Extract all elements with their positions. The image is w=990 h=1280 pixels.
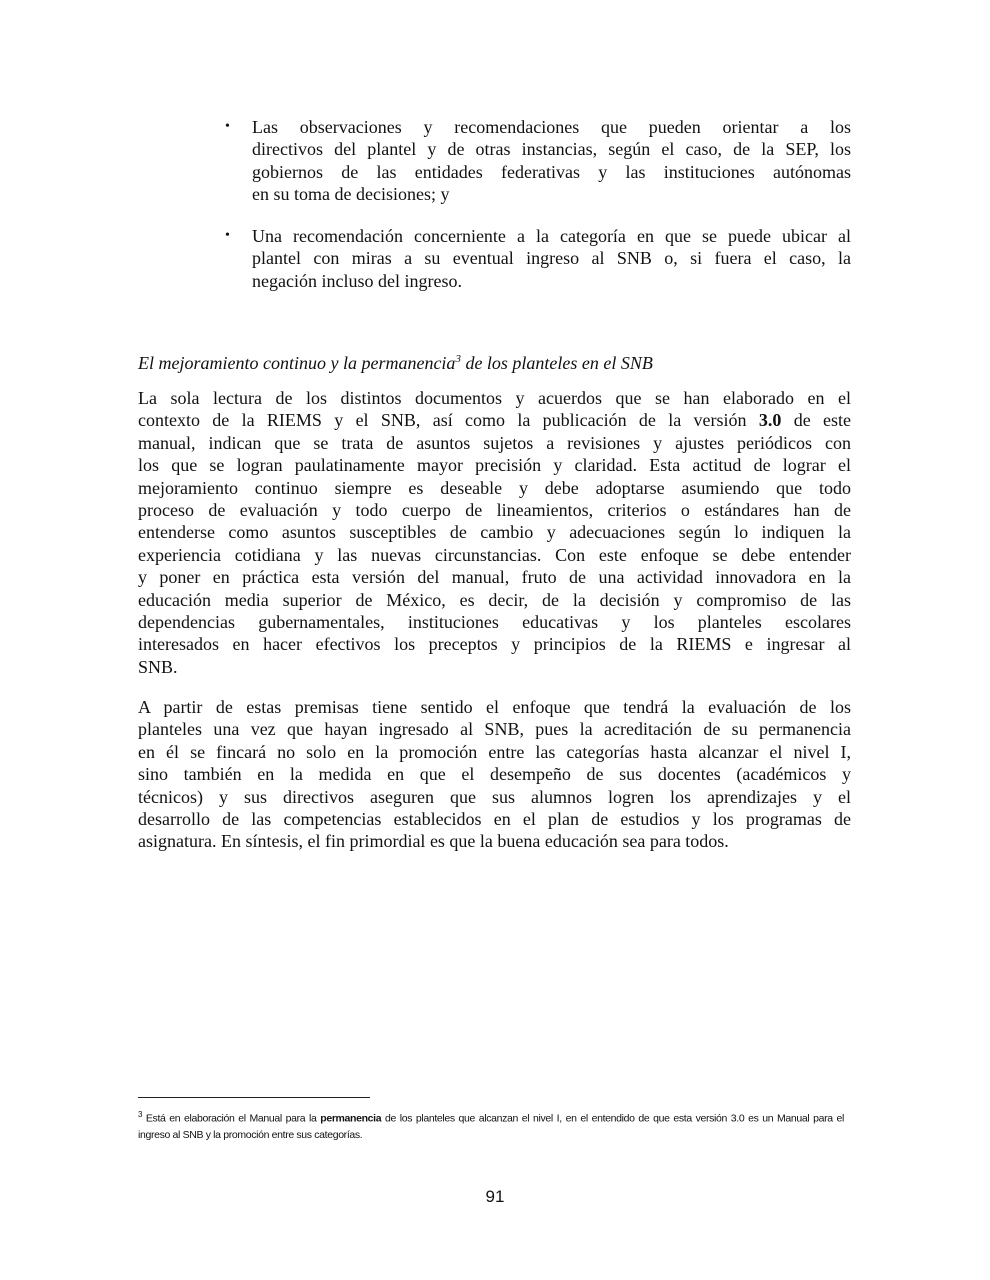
text-line: educación media superior de México, es decir, de la decisión y compromiso de las (138, 589, 851, 610)
text-line: y poner en práctica esta versión del manual, fruto de una actividad innovadora en la (138, 567, 851, 588)
text-line: desarrollo de las competencias establecidos en el plan de estudios y los programas de (138, 808, 851, 829)
text-line: planteles una vez que hayan ingresado al SNB, pues la acreditación de su permanencia (138, 719, 851, 740)
paragraph-1 (138, 387, 851, 678)
footnote (138, 1105, 844, 1145)
text-line: La sola lectura de los distintos documentos y acuerdos que se han elaborado en el (138, 388, 851, 408)
text-line: en su toma de decisiones; y (252, 184, 450, 205)
text-line: plantel con miras a su eventual ingreso al SNB o, si fuera el caso, la (252, 248, 851, 269)
footnote-divider (138, 1097, 370, 1098)
text-line: negación incluso del ingreso. (252, 270, 462, 291)
text-line: mejoramiento continuo siempre es deseable y debe adoptarse asumiendo que todo (138, 477, 851, 498)
section-heading (138, 348, 653, 374)
text-line: ingreso al SNB y la promoción entre sus categorías. (138, 1129, 363, 1141)
bullet-item-2 (225, 225, 851, 292)
text-line: Las observaciones y recomendaciones que pueden orientar a los (252, 117, 851, 137)
heading-text: de los planteles en el SNB (460, 353, 653, 373)
text-line (138, 409, 851, 431)
text-segment: Está en elaboración el Manual para la (142, 1112, 321, 1125)
text-line: experiencia cotidiana y las nuevas circunstancias. Con este enfoque se debe entender (138, 544, 851, 565)
text-bold: permanencia (320, 1112, 382, 1125)
text-segment: de los planteles que alcanzan el nivel I, en el entendido de que esta versión 3.0 es un Manual para el (381, 1112, 844, 1125)
text-line: asignatura. En síntesis, el fin primordial es que la buena educación sea para todos. (138, 831, 729, 852)
text-segment: de este (781, 410, 851, 431)
text-line (138, 1105, 844, 1125)
text-line: los que se logran paulatinamente mayor precisión y claridad. Esta actitud de lograr el (138, 455, 851, 476)
text-line: proceso de evaluación y todo cuerpo de lineamientos, criterios o estándares han de (138, 499, 851, 520)
footnote-mark: 3 (138, 1110, 143, 1119)
text-line: interesados en hacer efectivos los preceptos y principios de la RIEMS e ingresar al (138, 634, 851, 655)
text-segment: contexto de la RIEMS y el SNB, así como la publicación de la versión (138, 410, 759, 431)
text-line: dependencias gubernamentales, instituciones educativas y los planteles escolares (138, 611, 851, 632)
text-line: directivos del plantel y de otras instancias, según el caso, de la SEP, los (252, 139, 851, 160)
text-line: en él se fincará no solo en la promoción entre las categorías hasta alcanzar el nivel I, (138, 741, 851, 762)
bullet-icon: • (225, 119, 230, 134)
bullet-item-1 (225, 116, 851, 206)
text-line: sino también en la medida en que el desempeño de sus docentes (académicos y (138, 764, 851, 785)
text-line: gobiernos de las entidades federativas y las instituciones autónomas (252, 161, 851, 182)
text-line: A partir de estas premisas tiene sentido el enfoque que tendrá la evaluación de los (138, 697, 851, 717)
text-line: manual, indican que se trata de asuntos sujetos a revisiones y ajustes periódicos con (138, 432, 851, 453)
text-line: SNB. (138, 656, 178, 677)
page-number: 91 (485, 1187, 505, 1206)
version-number: 3.0 (758, 410, 782, 431)
heading-text: El mejoramiento continuo y la permanencia (138, 353, 456, 373)
footnote-ref[interactable]: 3 (455, 353, 461, 365)
bullet-icon: • (225, 228, 230, 243)
text-line: Una recomendación concerniente a la categoría en que se puede ubicar al (252, 226, 851, 246)
text-line: entenderse como asuntos susceptibles de cambio y adecuaciones según lo indiquen la (138, 522, 851, 543)
paragraph-2 (138, 696, 851, 853)
text-line: técnicos) y sus directivos aseguren que sus alumnos logren los aprendizajes y el (138, 786, 851, 807)
